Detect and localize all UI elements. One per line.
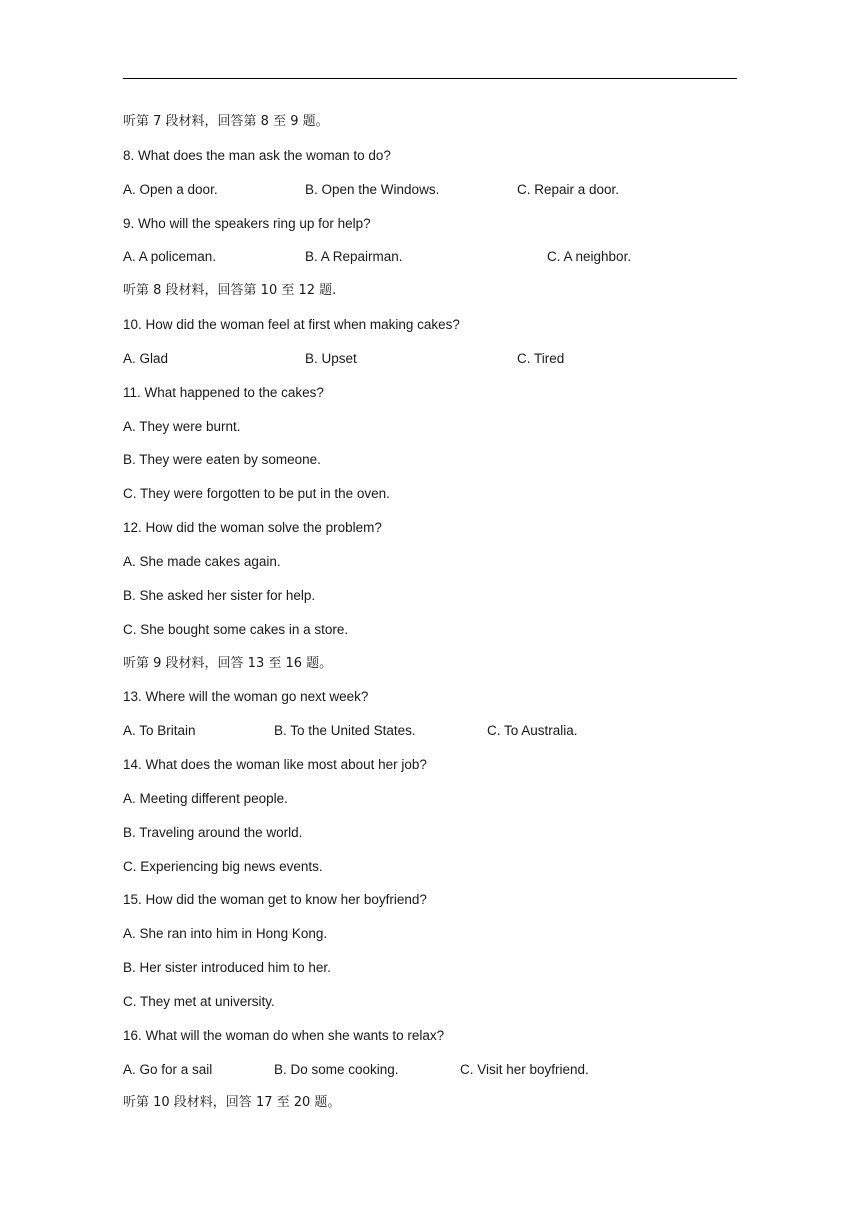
question-text: 15. How did the woman get to know her boyfriend? [123,892,427,908]
question-13-options [123,721,743,755]
section-heading-text: 听第 7 段材料，回答第 8 至 9 题。 [123,114,329,129]
question-text: 13. Where will the woman go next week? [123,689,369,705]
question-15-option-c [123,992,743,1026]
question-15-option-a [123,924,743,958]
section-9-heading [123,654,743,688]
question-text: 8. What does the man ask the woman to do? [123,147,391,163]
option-a: A. Open a door. [123,181,218,197]
question-12 [123,518,743,552]
section-7-heading [123,112,743,146]
option-b: B. A Repairman. [305,249,403,265]
question-11 [123,383,743,417]
option-c: C. Repair a door. [517,181,620,197]
question-15 [123,890,743,924]
option-a: A. They were burnt. [123,418,241,434]
section-heading-text: 听第 10 段材料，回答 17 至 20 题。 [123,1095,341,1111]
question-11-option-c [123,484,743,518]
question-text: 14. What does the woman like most about her job? [123,757,427,773]
question-13 [123,687,743,721]
option-a: A. Glad [123,350,169,366]
question-9 [123,214,743,248]
option-a: A. Go for a sail [123,1061,213,1077]
question-11-option-a [123,417,743,451]
question-16 [123,1026,743,1060]
question-text: 10. How did the woman feel at first when making cakes? [123,317,460,333]
option-b: B. Do some cooking. [274,1061,399,1077]
option-a: A. She made cakes again. [123,553,281,569]
section-10-heading [123,1093,743,1127]
exam-content [123,112,743,1127]
question-14 [123,755,743,789]
option-b: B. She asked her sister for help. [123,587,316,603]
option-c: C. She bought some cakes in a store. [123,621,349,637]
option-b: B. To the United States. [274,723,416,739]
question-text: 16. What will the woman do when she wants to relax? [123,1027,445,1043]
option-a: A. Meeting different people. [123,790,288,806]
option-a: A. She ran into him in Hong Kong. [123,926,328,942]
section-heading-text: 听第 8 段材料，回答第 10 至 12 题. [123,283,337,299]
question-12-option-c [123,620,743,654]
question-10-options [123,349,743,383]
option-c: C. A neighbor. [547,249,632,265]
question-12-option-a [123,552,743,586]
question-9-options [123,247,743,281]
question-14-option-a [123,789,743,823]
section-8-heading [123,281,743,315]
option-c: C. Experiencing big news events. [123,858,323,874]
question-8-options [123,180,743,214]
option-c: C. Tired [517,350,565,366]
option-b: B. Her sister introduced him to her. [123,960,331,976]
question-14-option-c [123,857,743,891]
question-text: 11. What happened to the cakes? [123,384,324,400]
option-c: C. They met at university. [123,993,275,1009]
option-a: A. To Britain [123,723,196,739]
question-text: 9. Who will the speakers ring up for help? [123,215,371,231]
question-text: 12. How did the woman solve the problem? [123,520,382,536]
question-15-option-b [123,958,743,992]
option-a: A. A policeman. [123,249,217,265]
question-16-options [123,1060,743,1094]
option-b: B. Upset [305,350,357,366]
question-8 [123,146,743,180]
question-10 [123,315,743,349]
question-11-option-b [123,450,743,484]
option-b: B. Traveling around the world. [123,824,303,840]
option-b: B. They were eaten by someone. [123,452,321,468]
option-b: B. Open the Windows. [305,181,440,197]
option-c: C. They were forgotten to be put in the oven. [123,486,390,502]
option-c: C. Visit her boyfriend. [460,1061,589,1077]
question-14-option-b [123,823,743,857]
header-rule [123,78,737,79]
section-heading-text: 听第 9 段材料，回答 13 至 16 题。 [123,655,333,671]
question-12-option-b [123,586,743,620]
option-c: C. To Australia. [487,723,578,739]
